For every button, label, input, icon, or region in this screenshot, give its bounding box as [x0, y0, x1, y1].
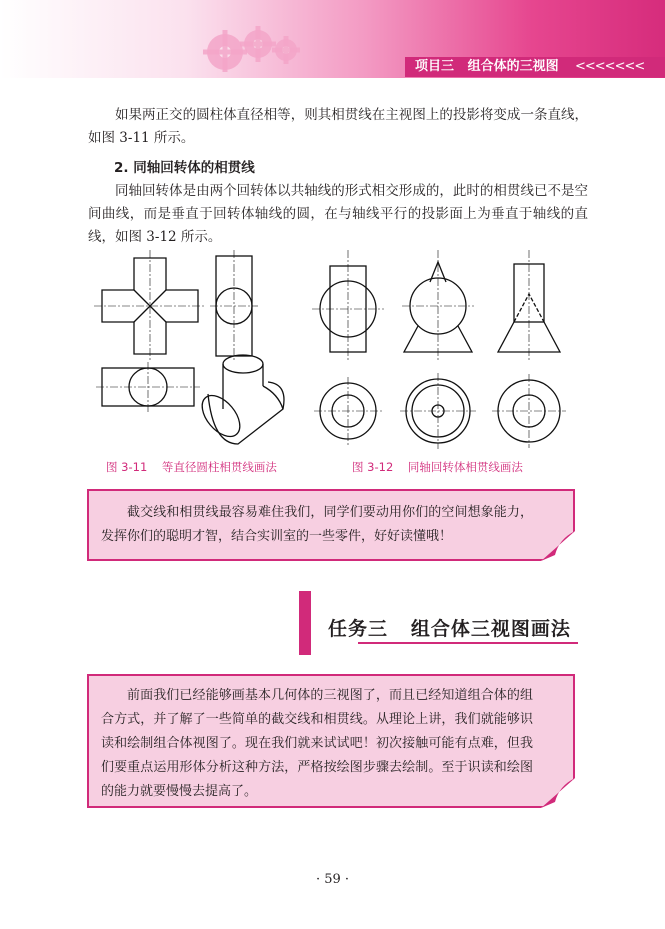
fig-3-11-cross-view	[94, 250, 206, 362]
task-underline	[358, 642, 578, 644]
paragraph-2: 同轴回转体是由两个回转体以共轴线的形式相交形成的，此时的相贯线已不是空间曲线，而是垂直于回转体轴线的圆，在与轴线平行的投影面上为垂直于轴线的直线，如图 3-12 所示。	[88, 183, 588, 245]
subheading: 2. 同轴回转体的相贯线	[114, 160, 255, 176]
fig-3-12-sphere-cylinder-front	[312, 250, 384, 362]
tip-text: 截交线和相贯线最容易难住我们，同学们要动用你们的空间想象能力，发挥你们的聪明才智，结合实训室的一些零件，好好读懂哦！	[101, 505, 533, 544]
header-title	[415, 57, 559, 77]
tip-box	[87, 489, 575, 561]
page-header	[0, 0, 665, 78]
figure-caption-text: 同轴回转体相贯线画法	[407, 460, 523, 474]
page-curl-icon	[541, 531, 575, 561]
task-number: 任务三	[328, 618, 389, 640]
header-section: 项目三	[415, 59, 455, 74]
fig-3-11-isometric	[195, 355, 284, 444]
intro-box	[87, 674, 575, 808]
fig-3-12-cone-cylinder-front	[498, 250, 560, 362]
page-number: · 59 ·	[315, 872, 350, 887]
task-title	[328, 614, 571, 641]
fig-3-12-cone-cylinder-top	[492, 374, 566, 448]
figure-number: 图 3-12	[352, 460, 394, 474]
figure-caption-text: 等直径圆柱相贯线画法	[161, 460, 277, 474]
fig-3-12-cone-sphere-top	[400, 373, 476, 449]
paragraph-1: 如果两正交的圆柱体直径相等，则其相贯线在主视图上的投影将变成一条直线，如图 3-11 所示。	[88, 107, 588, 146]
page-curl-icon	[541, 778, 575, 808]
fig-3-12-sphere-cylinder-top	[314, 377, 382, 445]
figure-drawings	[88, 244, 588, 454]
fig-3-11-top-view	[96, 362, 200, 412]
fig-3-12-cone-sphere-front	[402, 250, 474, 362]
gear-icon	[180, 14, 320, 72]
header-chevrons: <<<<<<<	[575, 59, 645, 74]
task-accent-bar	[299, 591, 311, 655]
task-name: 组合体三视图画法	[410, 618, 571, 640]
fig-3-11-side-view	[210, 250, 258, 362]
figure-caption-3-11	[106, 459, 277, 475]
figure-number: 图 3-11	[106, 460, 148, 474]
intro-text: 前面我们已经能够画基本几何体的三视图了，而且已经知道组合体的组合方式，并了解了一些简单的截交线和相贯线。从理论上讲，我们就能够识读和绘制组合体视图了。现在我们就来试试吧！初次接触可能有点难，但我们要重点运用形体分析这种方法，严格按绘图步骤去绘制。至于识读和绘图的能力就要慢慢去提高了。	[101, 688, 533, 799]
figure-caption-3-12	[352, 459, 523, 475]
header-chapter-title: 组合体的三视图	[467, 59, 559, 74]
